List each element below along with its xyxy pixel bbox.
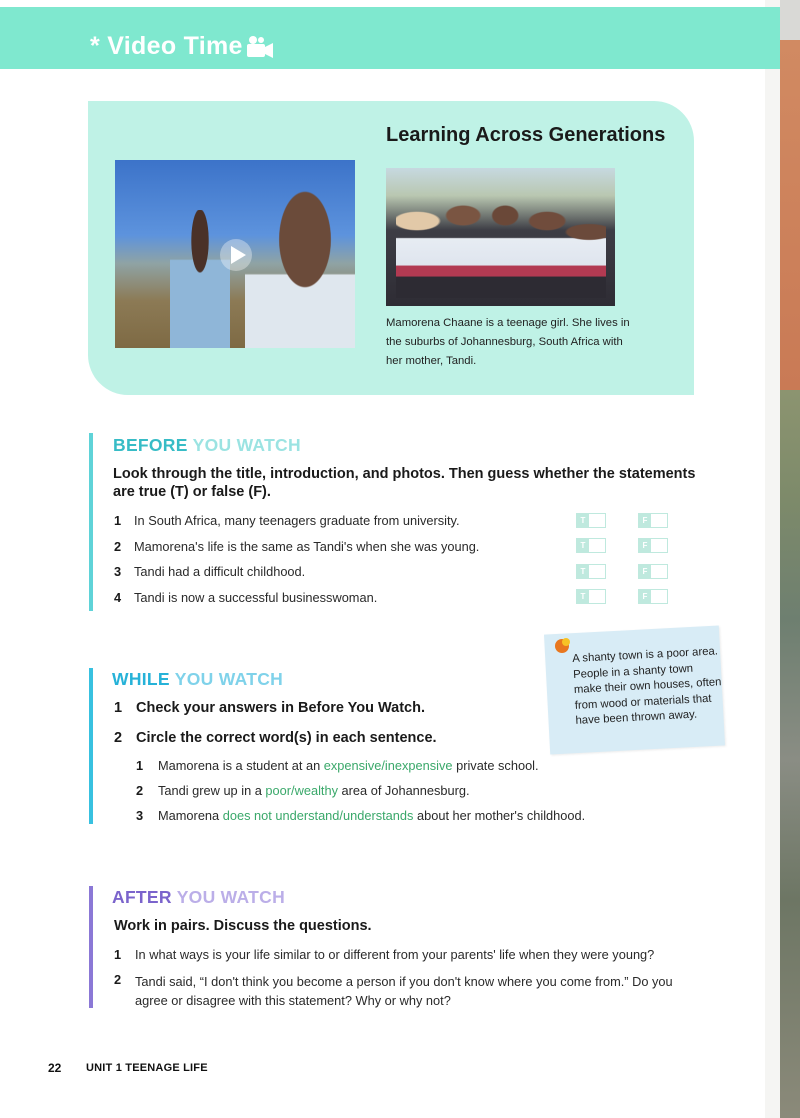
while-item-1: [158, 758, 539, 773]
before-section-bar: [89, 433, 93, 611]
students-photo: [386, 168, 615, 306]
word-choice[interactable]: expensive/inexpensive: [323, 758, 453, 773]
after-heading-strong: AFTER: [112, 887, 172, 907]
while-heading-strong: WHILE: [112, 669, 170, 689]
before-item-number: 3: [114, 564, 122, 579]
false-label: F: [639, 514, 651, 527]
true-label: T: [577, 565, 589, 578]
before-item-4: Tandi is now a successful businesswoman.: [134, 590, 378, 605]
while-heading-light: YOU WATCH: [174, 669, 284, 689]
false-checkbox[interactable]: [638, 564, 668, 579]
true-label: T: [577, 514, 589, 527]
before-item-1: In South Africa, many teenagers graduate from university.: [134, 513, 460, 528]
before-item-2: Mamorena's life is the same as Tandi's when she was young.: [134, 539, 480, 554]
while-item-number: 3: [136, 808, 144, 823]
false-checkbox[interactable]: [638, 513, 668, 528]
false-checkbox[interactable]: [638, 589, 668, 604]
false-checkbox[interactable]: [638, 538, 668, 553]
before-item-number: 4: [114, 590, 122, 605]
before-instruction: Look through the title, introduction, and photos. Then guess whether the statements are true (T) or false (F).: [113, 466, 696, 500]
while-task-number: 2: [114, 730, 123, 746]
while-item-number: 1: [136, 758, 144, 773]
while-item-3: [158, 808, 585, 823]
video-title: Learning Across Generations: [386, 124, 666, 146]
sentence-text: about her mother's childhood.: [413, 808, 586, 823]
photo-edge-strip: [780, 0, 800, 1118]
video-camera-icon: [245, 34, 275, 60]
pin-icon: [554, 636, 572, 654]
while-heading: [112, 669, 283, 690]
before-item-number: 1: [114, 513, 122, 528]
false-label: F: [639, 565, 651, 578]
after-item-number: 2: [114, 972, 122, 987]
students-group: [396, 188, 606, 298]
while-section-bar: [89, 668, 93, 824]
true-checkbox[interactable]: [576, 589, 606, 604]
true-checkbox[interactable]: [576, 538, 606, 553]
false-label: F: [639, 590, 651, 603]
after-item-1: In what ways is your life similar to or different from your parents' life when they were young?: [135, 947, 655, 962]
page-edge: [765, 0, 780, 1118]
sentence-text: Mamorena: [158, 808, 223, 823]
video-caption: Mamorena Chaane is a teenage girl. She lives in the suburbs of Johannesburg, South Africa with her mother, Tandi.: [386, 317, 630, 367]
before-heading-strong: BEFORE: [113, 435, 188, 455]
sentence-text: area of Johannesburg.: [337, 783, 470, 798]
play-icon[interactable]: [219, 238, 253, 272]
word-choice[interactable]: poor/wealthy: [265, 783, 338, 798]
true-checkbox[interactable]: [576, 513, 606, 528]
after-item-number: 1: [114, 947, 122, 962]
page-title: * Video Time: [90, 32, 243, 60]
while-item-number: 2: [136, 783, 144, 798]
false-label: F: [639, 539, 651, 552]
while-task-number: 1: [114, 700, 123, 716]
sentence-text: private school.: [452, 758, 539, 773]
true-label: T: [577, 539, 589, 552]
while-task-1: Check your answers in Before You Watch.: [136, 700, 426, 716]
woman-figure: [245, 180, 355, 348]
unit-label: UNIT 1 TEENAGE LIFE: [86, 1062, 208, 1074]
girl-figure: [170, 210, 230, 348]
true-checkbox[interactable]: [576, 564, 606, 579]
before-heading: [113, 435, 301, 456]
before-heading-light: YOU WATCH: [192, 435, 301, 455]
page-number: 22: [48, 1061, 62, 1075]
while-task-2: Circle the correct word(s) in each sentence.: [136, 730, 437, 746]
after-section-bar: [89, 886, 93, 1008]
sentence-text: Mamorena is a student at an: [158, 758, 324, 773]
after-heading-light: YOU WATCH: [176, 887, 286, 907]
note-text: A shanty town is a poor area. People in a shanty town make their own houses, often from wood or materials that have been thrown away.: [572, 645, 722, 728]
before-item-number: 2: [114, 539, 122, 554]
video-thumbnail[interactable]: [115, 160, 355, 348]
before-item-3: Tandi had a difficult childhood.: [134, 564, 306, 579]
true-label: T: [577, 590, 589, 603]
after-instruction: Work in pairs. Discuss the questions.: [114, 918, 372, 934]
after-item-2: Tandi said, “I don't think you become a person if you don't know where you come from.” Do you agree or disagree with this statement? Why or why not?: [135, 974, 673, 1008]
while-item-2: [158, 783, 470, 798]
sentence-text: Tandi grew up in a: [158, 783, 266, 798]
word-choice[interactable]: does not understand/understands: [222, 808, 414, 823]
after-heading: [112, 887, 285, 908]
